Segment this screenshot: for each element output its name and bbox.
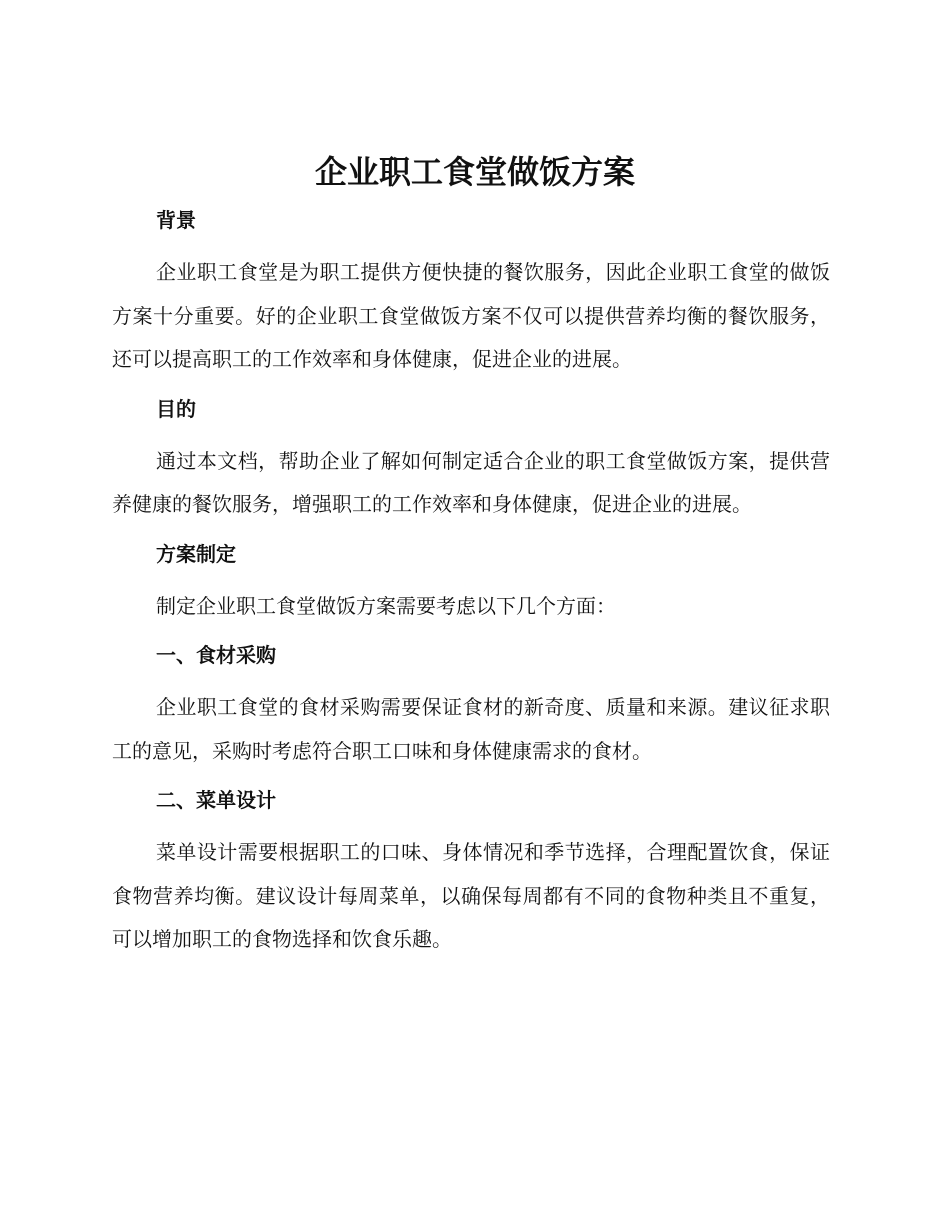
document-title: 企业职工食堂做饭方案 xyxy=(314,153,635,191)
section-heading-menu: 二、菜单设计 xyxy=(156,788,276,812)
section-paragraph-menu: 菜单设计需要根据职工的口味、身体情况和季节选择，合理配置饮食，保证食物营养均衡。建议设计每周菜单，以确保每周都有不同的食物种类且不重复，可以增加职工的食物选择和饮食乐趣。 xyxy=(112,840,830,951)
document-body xyxy=(112,201,830,970)
section-paragraph-plan: 制定企业职工食堂做饭方案需要考虑以下几个方面： xyxy=(156,593,616,618)
section-heading-purpose: 目的 xyxy=(156,396,196,421)
section-paragraph-ingredients: 企业职工食堂的食材采购需要保证食材的新奇度、质量和来源。建议征求职工的意见，采购时考虑符合职工口味和身体健康需求的食材。 xyxy=(112,695,830,763)
section-paragraph-background: 企业职工食堂是为职工提供方便快捷的餐饮服务，因此企业职工食堂的做饭方案十分重要。好的企业职工食堂做饭方案不仅可以提供营养均衡的餐饮服务，还可以提高职工的工作效率和身体健康，促进企业的进展。 xyxy=(112,260,830,371)
section-heading-ingredients: 一、食材采购 xyxy=(156,643,276,667)
section-heading-plan: 方案制定 xyxy=(156,541,236,566)
section-heading-background: 背景 xyxy=(156,208,196,232)
section-paragraph-purpose: 通过本文档，帮助企业了解如何制定适合企业的职工食堂做饭方案，提供营养健康的餐饮服务，增强职工的工作效率和身体健康，促进企业的进展。 xyxy=(112,448,830,516)
